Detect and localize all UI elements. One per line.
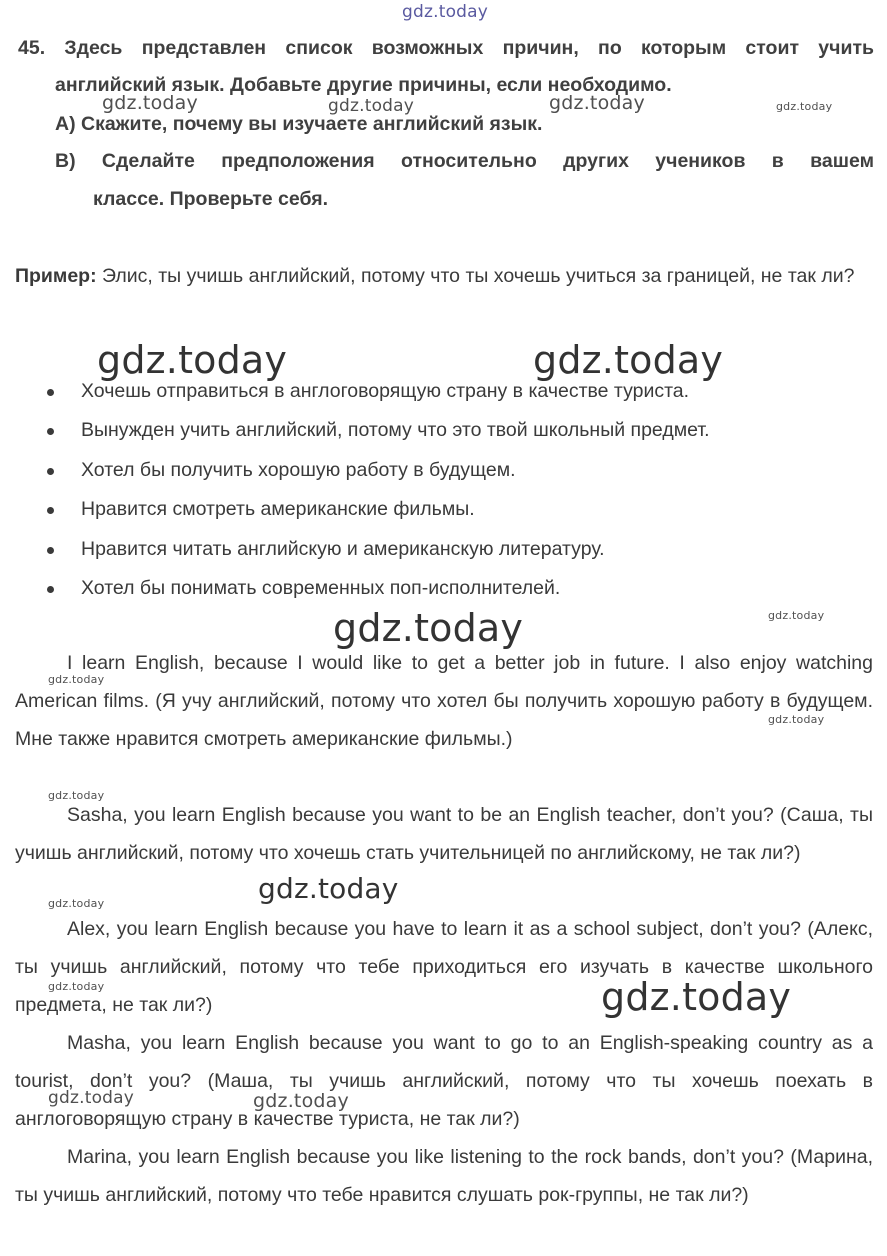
watermark: gdz.today xyxy=(253,1090,349,1112)
bullet-icon xyxy=(47,428,54,435)
list-item xyxy=(44,530,710,569)
watermark: gdz.today xyxy=(549,92,645,114)
answer-text: I learn English, because I would like to get a better job in future. I also enjoy watching American films. (Я учу английский, потому что хотел бы получить хорошую работу в будущем. Мне также нравится смотреть американские фильмы.) xyxy=(15,652,873,750)
task-part-b: B) Сделайте предположения относительно других учеников в вашем xyxy=(55,150,874,172)
answer-text: Marina, you learn English because you like listening to the rock bands, don’t you? (Марина, ты учишь английский, потому что тебе нравится слушать рок-группы, не так ли?) xyxy=(15,1146,873,1206)
task-part-b-cont: классе. Проверьте себя. xyxy=(93,188,329,210)
reason-text: Нравится смотреть американские фильмы. xyxy=(81,498,475,521)
task-title-line: 45. Здесь представлен список возможных причин, по которым стоит учить xyxy=(18,37,874,59)
reason-text: Хотел бы получить хорошую работу в будущем. xyxy=(81,458,516,481)
task-title-line-2: английский язык. Добавьте другие причины, если необходимо. xyxy=(55,74,672,96)
reason-text: Нравится читать английскую и американскую литературу. xyxy=(81,537,605,560)
watermark: gdz.today xyxy=(258,872,399,905)
list-item xyxy=(44,569,710,608)
watermark: gdz.today xyxy=(48,789,105,802)
task-part-a: А) Скажите, почему вы изучаете английский язык. xyxy=(55,113,543,135)
watermark: gdz.today xyxy=(102,92,198,114)
watermark: gdz.today xyxy=(333,606,524,650)
watermark: gdz.today xyxy=(328,96,415,116)
answer-paragraph-sasha xyxy=(15,796,873,872)
watermark: gdz.today xyxy=(97,338,288,382)
answer-paragraph-masha xyxy=(15,1024,873,1138)
watermark: gdz.today xyxy=(48,1088,135,1108)
bullet-icon xyxy=(47,468,54,475)
answer-text: Sasha, you learn English because you want to be an English teacher, don’t you? (Саша, ты учишь английский, потому что хочешь стать учительницей по английскому, не так ли?) xyxy=(15,804,873,864)
watermark: gdz.today xyxy=(48,980,105,993)
answer-text: Alex, you learn English because you have to learn it as a school subject, don’t you? (Алекс, ты учишь английский, потому что тебе приходиться его изучать в качестве школьного предмета, не так ли?) xyxy=(15,918,873,1016)
list-item xyxy=(44,490,710,529)
answer-paragraph-marina xyxy=(15,1138,873,1214)
watermark: gdz.today xyxy=(768,713,825,726)
bullet-icon xyxy=(47,547,54,554)
watermark: gdz.today xyxy=(533,338,724,382)
answer-paragraph-own xyxy=(15,644,873,758)
reason-text: Хотел бы понимать современных поп-исполнителей. xyxy=(81,576,561,599)
list-item xyxy=(44,411,710,450)
watermark: gdz.today xyxy=(48,897,105,910)
watermark: gdz.today xyxy=(48,673,105,686)
reason-text: Вынужден учить английский, потому что это твой школьный предмет. xyxy=(81,419,710,442)
bullet-icon xyxy=(47,507,54,514)
reason-text: Хочешь отправиться в англоговорящую страну в качестве туриста. xyxy=(81,380,690,402)
example-label: Пример: xyxy=(15,265,97,287)
example-text: Элис, ты учишь английский, потому что ты хочешь учиться за границей, не так ли? xyxy=(96,265,855,287)
watermark: gdz.today xyxy=(768,609,825,622)
watermark: gdz.today xyxy=(776,100,833,113)
bullet-icon xyxy=(47,586,54,593)
task-instructions xyxy=(18,30,874,220)
reasons-list xyxy=(44,372,710,608)
watermark: gdz.today xyxy=(402,2,489,22)
bullet-icon xyxy=(47,389,54,396)
watermark: gdz.today xyxy=(601,975,792,1019)
list-item xyxy=(44,451,710,490)
example-paragraph xyxy=(15,257,873,295)
answer-text: Masha, you learn English because you want to go to an English-speaking country as a tourist, don’t you? (Маша, ты учишь английский, потому что ты хочешь поехать в англоговорящую страну в качестве туриста, не так ли?) xyxy=(15,1032,873,1130)
